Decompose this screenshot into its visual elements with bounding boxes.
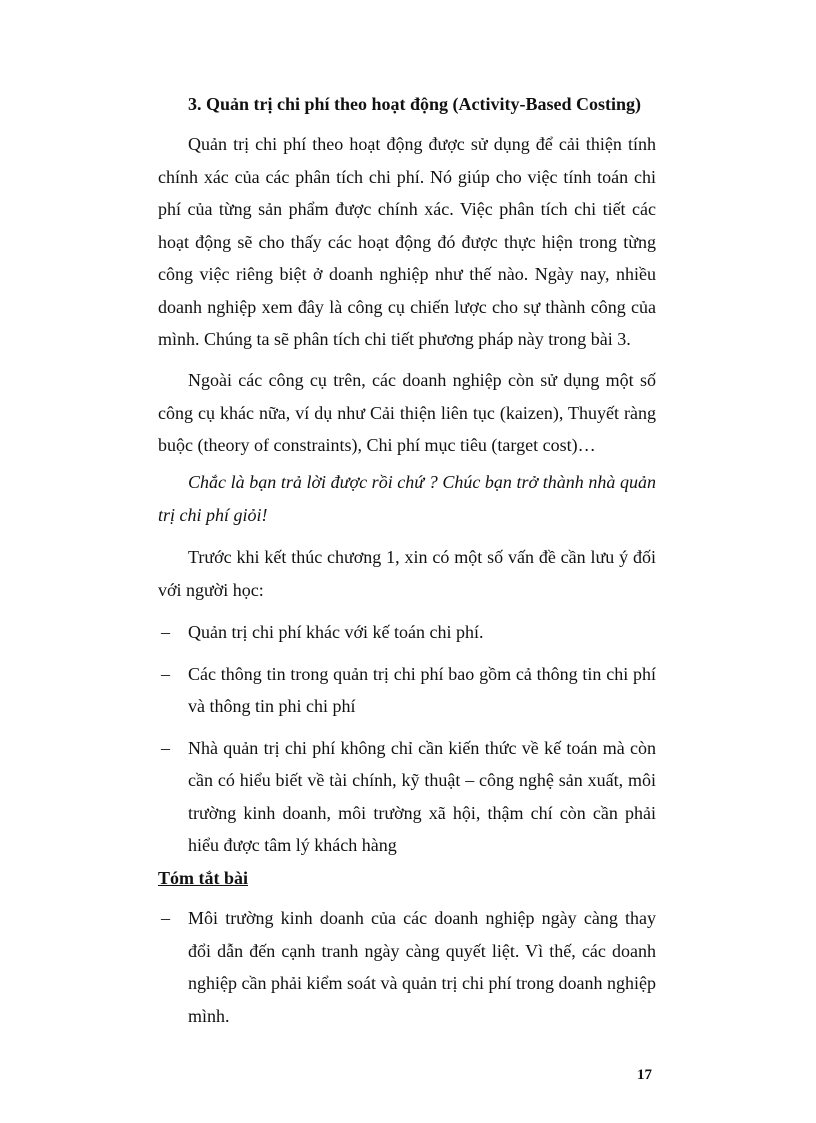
bullet-dash: – — [161, 663, 170, 684]
page-number: 17 — [637, 1067, 652, 1083]
paragraph-encouragement: Chắc là bạn trả lời được rồi chứ ? Chúc bạn trở thành nhà quản trị chi phí giỏi! — [158, 472, 656, 525]
list-item — [158, 732, 656, 862]
list-item — [158, 658, 656, 723]
list-item — [158, 902, 656, 1032]
paragraph-other-tools: Ngoài các công cụ trên, các doanh nghiệp còn sử dụng một số công cụ khác nữa, ví dụ như Cải thiện liên tục (kaizen), Thuyết ràng buộc (theory of constraints), Chi phí mục tiêu (target cost)… — [158, 370, 656, 455]
bullet-dash: – — [161, 908, 170, 928]
bullet-dash: – — [161, 737, 170, 758]
paragraph-abc-description: Quản trị chi phí theo hoạt động được sử dụng để cải thiện tính chính xác của các phân tích chi phí. Nó giúp cho việc tính toán chi phí của từng sản phẩm được chính xác. Việc phân tích chi tiết các hoạt động sẽ cho thấy các hoạt động đó được thực hiện trong từng công việc riêng biệt ở doanh nghiệp như thế nào. Ngày nay, nhiều doanh nghiệp xem đây là công cụ chiến lược cho sự thành công của mình. Chúng ta sẽ phân tích chi tiết phương pháp này trong bài 3. — [158, 134, 656, 349]
notes-list — [158, 616, 656, 871]
bullet-dash: – — [161, 622, 170, 642]
summary-heading: Tóm tắt bài — [158, 868, 248, 888]
note-text: Nhà quản trị chi phí không chỉ cần kiến thức về kế toán mà còn cần có hiểu biết về tài chính, kỹ thuật – công nghệ sản xuất, môi trường kinh doanh, môi trường xã hội, thậm chí còn cần phải hiểu được tâm lý khách hàng — [188, 737, 656, 855]
list-item — [158, 616, 656, 649]
summary-list — [158, 902, 656, 1041]
note-text: Các thông tin trong quản trị chi phí bao gồm cả thông tin chi phí và thông tin phi chi phí — [188, 663, 656, 716]
section-heading: 3. Quản trị chi phí theo hoạt động (Activity-Based Costing) — [188, 94, 642, 114]
note-text: Quản trị chi phí khác với kế toán chi phí. — [188, 622, 484, 642]
summary-text: Môi trường kinh doanh của các doanh nghiệp ngày càng thay đổi dẫn đến cạnh tranh ngày càng quyết liệt. Vì thế, các doanh nghiệp cần phải kiểm soát và quản trị chi phí trong doanh nghiệp mình. — [188, 908, 656, 1026]
paragraph-chapter-notes-intro: Trước khi kết thúc chương 1, xin có một số vấn đề cần lưu ý đối với người học: — [158, 547, 656, 600]
